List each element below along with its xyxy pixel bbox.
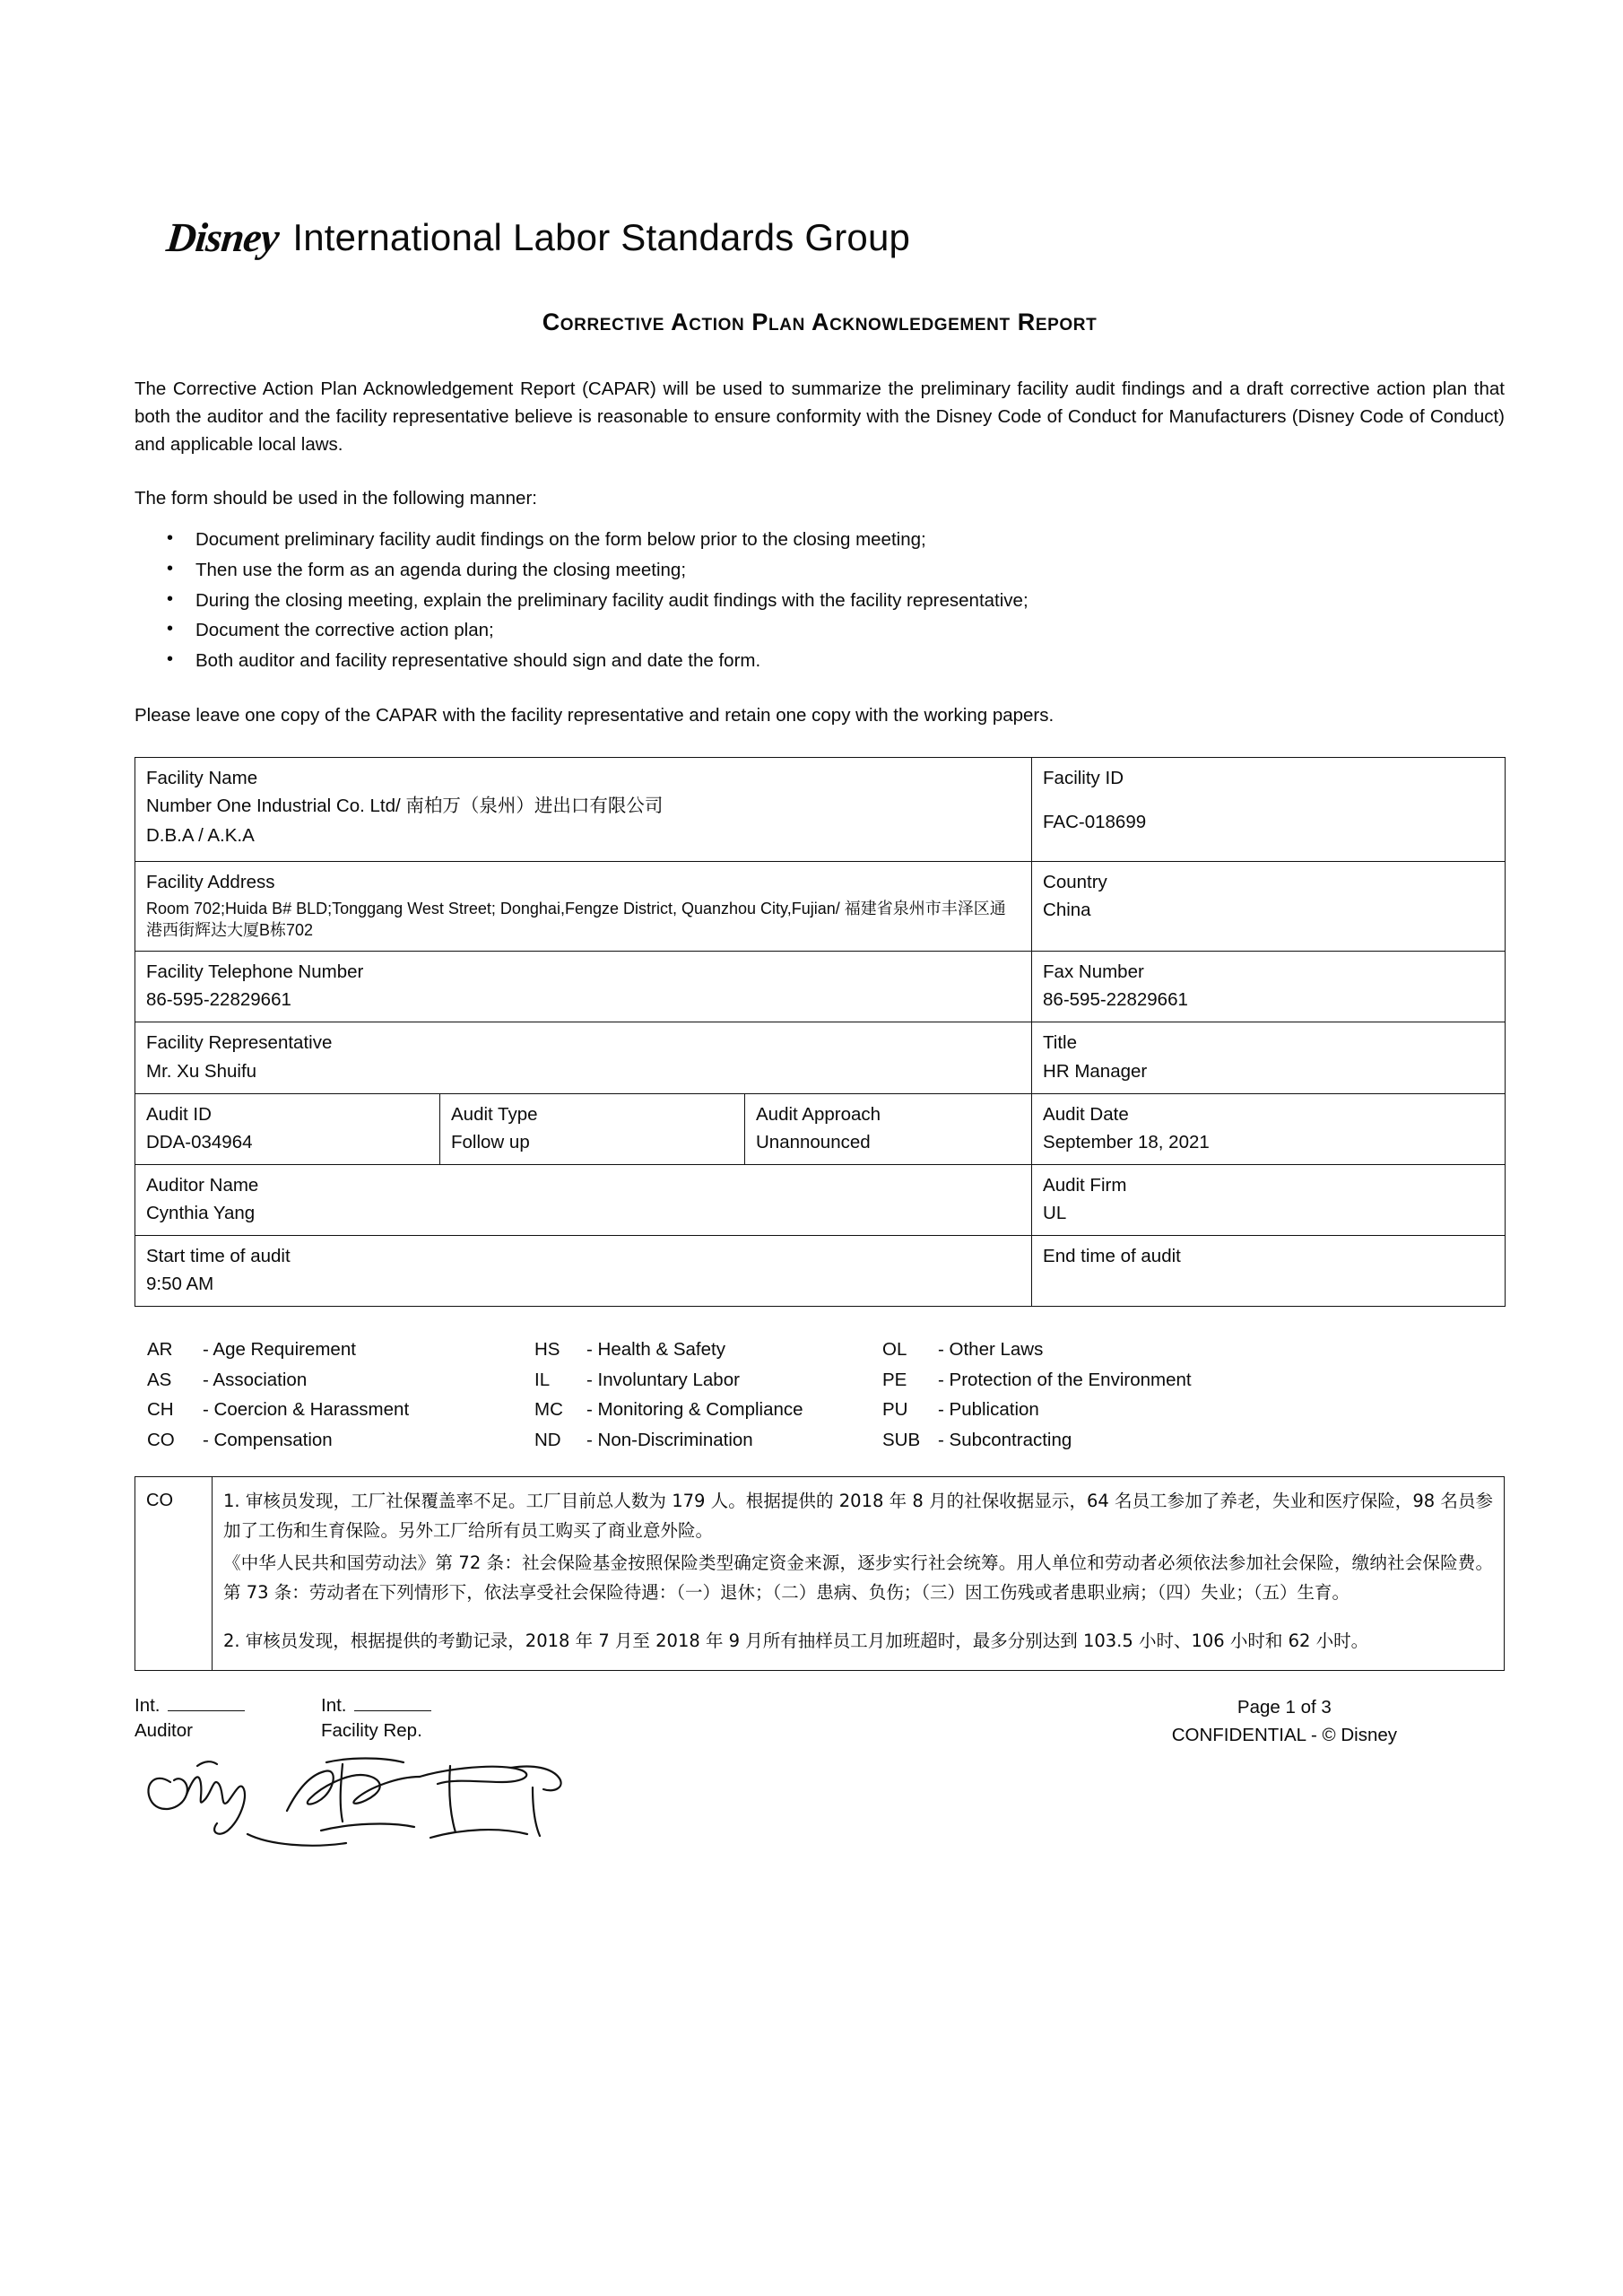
legend-desc: - Association (203, 1369, 308, 1390)
audit-date-value: September 18, 2021 (1043, 1131, 1210, 1152)
page-footer (135, 1694, 1505, 1750)
facility-rep-cell (135, 1022, 1032, 1093)
intro-paragraph: The Corrective Action Plan Acknowledgement Report (CAPAR) will be used to summarize the preliminary facility audit findings and a draft corrective action plan that both the auditor and the facility representative believe is reasonable to ensure conformity with the Disney Code of Conduct for Manufacturers (Disney Code of Conduct) and applicable local laws. (135, 378, 1505, 455)
legend-desc: - Coercion & Harassment (203, 1399, 410, 1421)
legend-code: HS (534, 1338, 560, 1360)
legend-desc: - Publication (938, 1399, 1039, 1421)
facility-rep-value: Mr. Xu Shuifu (146, 1060, 257, 1082)
facility-address-cell (135, 861, 1032, 952)
start-time-cell (135, 1235, 1032, 1306)
finding-item-1-law: 《中华人民共和国劳动法》第 72 条：社会保险基金按照保险类型确定资金来源，逐步实行社会统筹。用人单位和劳动者必须依法参加社会保险，缴纳社会保险费。第 73 条：劳动者在下列情形下，依法享受社会保险待遇：（一）退休；（二）患病、负伤；（三）因工伤残或者患职业病；（四）失业；（五）生育。 (223, 1552, 1493, 1604)
table-row (135, 952, 1506, 1022)
finding-code-cell: CO (135, 1476, 213, 1671)
legend-desc: - Monitoring & Compliance (586, 1399, 803, 1421)
facility-address-label: Facility Address (146, 871, 275, 892)
table-row (135, 861, 1506, 952)
legend-desc: - Other Laws (938, 1338, 1044, 1360)
end-time-cell (1032, 1235, 1506, 1306)
facility-name-value: Number One Industrial Co. Ltd/ 南柏万（泉州）进出口有限公司 (146, 795, 664, 816)
audit-type-label: Audit Type (451, 1103, 538, 1125)
audit-approach-value: Unannounced (756, 1131, 871, 1152)
facility-id-value: FAC-018699 (1043, 811, 1147, 832)
audit-type-cell (440, 1093, 745, 1164)
start-time-value: 9:50 AM (146, 1273, 214, 1294)
audit-date-cell (1032, 1093, 1506, 1164)
legend-code: SUB (882, 1429, 921, 1450)
end-time-label: End time of audit (1043, 1245, 1181, 1266)
title-cell (1032, 1022, 1506, 1093)
handwritten-signatures (135, 1744, 1505, 1879)
facility-id-cell (1032, 757, 1506, 861)
document-header (164, 214, 1505, 260)
facility-rep-label: Facility Representative (146, 1032, 333, 1054)
legend-desc: - Involuntary Labor (586, 1369, 740, 1390)
finding-text-cell (213, 1476, 1505, 1671)
finding-text (223, 1486, 1493, 1657)
fax-cell (1032, 952, 1506, 1022)
legend-desc: - Age Requirement (203, 1338, 356, 1360)
list-item: • During the closing meeting, explain the preliminary facility audit findings with the facility representative; (135, 587, 1505, 615)
legend-code: ND (534, 1429, 561, 1450)
auditor-name-cell (135, 1164, 1032, 1235)
country-value: China (1043, 899, 1091, 920)
facility-name-label: Facility Name (146, 767, 258, 788)
table-row (135, 1164, 1506, 1235)
disney-script-logo: Disney (164, 214, 282, 260)
legend-code: AS (147, 1369, 172, 1390)
legend-code: PE (882, 1369, 907, 1390)
facility-id-label: Facility ID (1043, 767, 1124, 788)
facility-name-cell (135, 757, 1032, 861)
auditor-signature-field (135, 1694, 296, 1742)
code-legend (135, 1337, 1505, 1453)
title-label: Title (1043, 1032, 1077, 1054)
int-label-facility-rep: Int. (321, 1695, 347, 1717)
closing-note: Please leave one copy of the CAPAR with the facility representative and retain one copy with the working papers. (135, 704, 1055, 726)
fax-label: Fax Number (1043, 961, 1144, 983)
audit-firm-cell (1032, 1164, 1506, 1235)
findings-table (135, 1476, 1505, 1672)
usage-list (135, 526, 1505, 675)
list-item: • Both auditor and facility representative should sign and date the form. (135, 647, 1505, 675)
legend-desc: - Health & Safety (586, 1338, 725, 1360)
legend-desc: - Compensation (203, 1429, 333, 1450)
facility-address-value: Room 702;Huida B# BLD;Tonggang West Street; Donghai,Fengze District, Quanzhou City,Fujian/ 福建省泉州市丰泽区通港西街辉达大厦B栋702 (146, 899, 1006, 940)
legend-code: MC (534, 1399, 563, 1421)
legend-desc: - Subcontracting (938, 1429, 1072, 1450)
facility-rep-signature-field (321, 1694, 482, 1742)
auditor-label: Auditor (135, 1720, 193, 1742)
audit-id-cell (135, 1093, 440, 1164)
legend-desc: - Non-Discrimination (586, 1429, 753, 1450)
dba-label: D.B.A / A.K.A (146, 824, 255, 846)
facility-phone-label: Facility Telephone Number (146, 961, 364, 983)
confidential-notice: CONFIDENTIAL - © Disney (1171, 1724, 1397, 1745)
brand-title: International Labor Standards Group (292, 216, 911, 258)
table-row (135, 1476, 1505, 1671)
signature-block (135, 1694, 482, 1742)
int-label-auditor: Int. (135, 1695, 161, 1717)
start-time-label: Start time of audit (146, 1245, 291, 1266)
audit-date-label: Audit Date (1043, 1103, 1129, 1125)
audit-id-label: Audit ID (146, 1103, 212, 1125)
legend-code: OL (882, 1338, 907, 1360)
fax-value: 86-595-22829661 (1043, 989, 1188, 1011)
audit-firm-label: Audit Firm (1043, 1174, 1127, 1196)
table-row (135, 1093, 1506, 1164)
table-row (135, 757, 1506, 861)
page-number: Page 1 of 3 (1237, 1697, 1332, 1718)
country-label: Country (1043, 871, 1107, 892)
facility-rep-initial-line[interactable] (354, 1694, 431, 1711)
legend-code: CH (147, 1399, 174, 1421)
legend-code: CO (147, 1429, 175, 1450)
end-time-value (1043, 1272, 1494, 1296)
facility-phone-cell (135, 952, 1032, 1022)
audit-id-value: DDA-034964 (146, 1131, 253, 1152)
facility-rep-label: Facility Rep. (321, 1720, 422, 1742)
finding-item-1: 1. 审核员发现，工厂社保覆盖率不足。工厂目前总人数为 179 人。根据提供的 2018 年 8 月的社保收据显示，64 名员工参加了养老，失业和医疗保险，98 名员参加了工伤和生育保险。另外工厂给所有员工购买了商业意外险。 (223, 1490, 1493, 1542)
list-item: • Document the corrective action plan; (135, 616, 1505, 645)
audit-type-value: Follow up (451, 1131, 530, 1152)
table-row (135, 1022, 1506, 1093)
auditor-name-value: Cynthia Yang (146, 1202, 256, 1223)
legend-code: IL (534, 1369, 551, 1390)
facility-info-table (135, 757, 1506, 1307)
auditor-name-label: Auditor Name (146, 1174, 259, 1196)
facility-phone-value: 86-595-22829661 (146, 989, 291, 1011)
legend-code: AR (147, 1338, 173, 1360)
title-value: HR Manager (1043, 1060, 1148, 1082)
legend-desc: - Protection of the Environment (938, 1369, 1192, 1390)
audit-approach-cell (745, 1093, 1032, 1164)
page-meta (1172, 1694, 1505, 1750)
list-item: • Then use the form as an agenda during the closing meeting; (135, 556, 1505, 585)
audit-approach-label: Audit Approach (756, 1103, 881, 1125)
table-row (135, 1235, 1506, 1306)
page-title: Corrective Action Plan Acknowledgement Report (542, 309, 1098, 335)
auditor-initial-line[interactable] (168, 1694, 245, 1711)
country-cell (1032, 861, 1506, 952)
audit-firm-value: UL (1043, 1202, 1067, 1223)
list-item: • Document preliminary facility audit findings on the form below prior to the closing meeting; (135, 526, 1505, 554)
legend-code: PU (882, 1399, 908, 1421)
finding-item-2: 2. 审核员发现，根据提供的考勤记录，2018 年 7 月至 2018 年 9 月所有抽样员工月加班超时，最多分别达到 103.5 小时、106 小时和 62 小时。 (223, 1630, 1369, 1651)
usage-heading: The form should be used in the following manner: (135, 488, 537, 509)
